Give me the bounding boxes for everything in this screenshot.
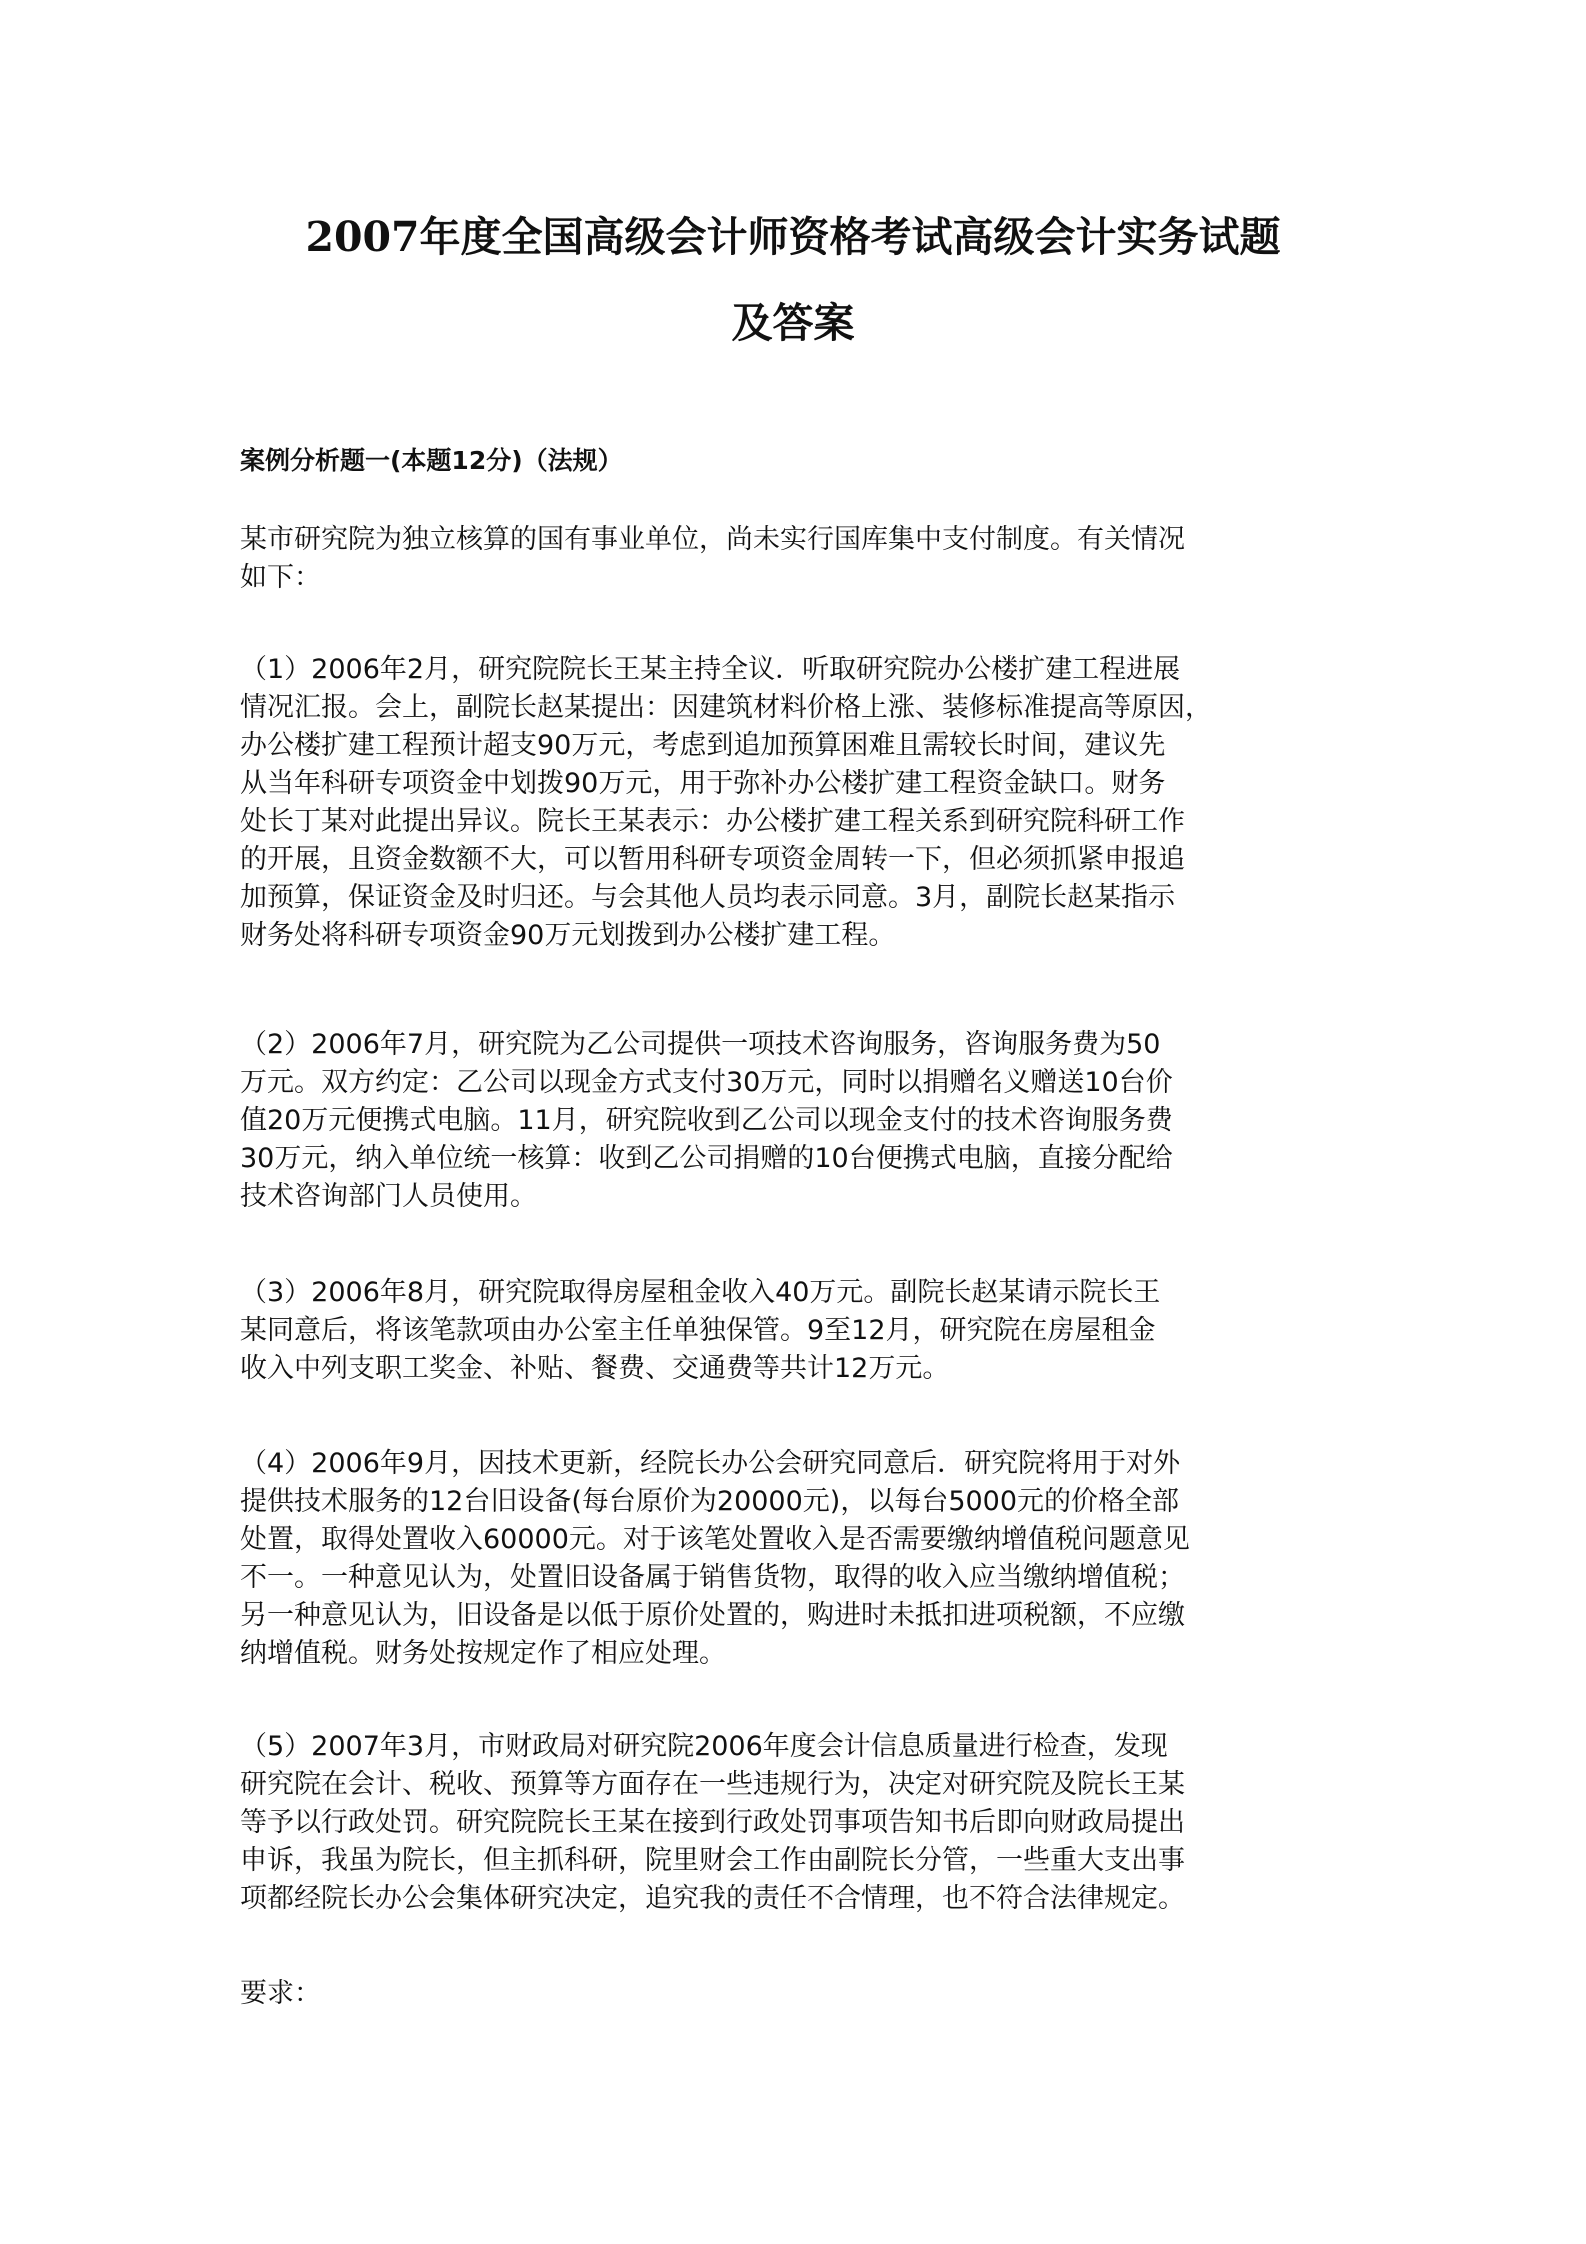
paragraph-line: 情况汇报。会上，副院长赵某提出：因建筑材料价格上涨、装修标准提高等原因， <box>240 692 1212 723</box>
paragraph-line: 技术咨询部门人员使用。 <box>240 1181 537 1212</box>
case-item-5 <box>240 1728 1350 1918</box>
intro-paragraph <box>240 521 1350 597</box>
paragraph-line: 值20万元便携式电脑。11月，研究院收到乙公司以现金支付的技术咨询服务费 <box>240 1105 1173 1136</box>
paragraph-line: 纳增值税。财务处按规定作了相应处理。 <box>240 1638 726 1669</box>
paragraph-line: 申诉，我虽为院长，但主抓科研，院里财会工作由副院长分管，一些重大支出事 <box>240 1845 1185 1876</box>
paragraph-line: 万元。双方约定：乙公司以现金方式支付30万元，同时以捐赠名义赠送10台价 <box>240 1067 1173 1098</box>
document-title-line-2: 及答案 <box>731 299 855 347</box>
paragraph-line: 的开展，且资金数额不大，可以暂用科研专项资金周转一下，但必须抓紧申报追 <box>240 844 1185 875</box>
paragraph-line: 处长丁某对此提出异议。院长王某表示：办公楼扩建工程关系到研究院科研工作 <box>240 806 1185 837</box>
paragraph-line: 项都经院长办公会集体研究决定，追究我的责任不合情理，也不符合法律规定。 <box>240 1883 1185 1914</box>
paragraph-line: 等予以行政处罚。研究院院长王某在接到行政处罚事项告知书后即向财政局提出 <box>240 1807 1185 1838</box>
paragraph-line: 收入中列支职工奖金、补贴、餐费、交通费等共计12万元。 <box>240 1353 950 1384</box>
paragraph-line: 某同意后，将该笔款项由办公室主任单独保管。9至12月，研究院在房屋租金 <box>240 1315 1156 1346</box>
case-item-3 <box>240 1274 1350 1388</box>
paragraph-line: 财务处将科研专项资金90万元划拨到办公楼扩建工程。 <box>240 920 896 951</box>
requirements-label: 要求： <box>240 1978 321 2009</box>
case-item-1 <box>240 651 1350 955</box>
paragraph-line: 提供技术服务的12台旧设备(每台原价为20000元)，以每台5000元的价格全部 <box>240 1486 1180 1517</box>
paragraph-line: 加预算，保证资金及时归还。与会其他人员均表示同意。3月，副院长赵某指示 <box>240 882 1176 913</box>
paragraph-line: （1）2006年2月，研究院院长王某主持全议．听取研究院办公楼扩建工程进展 <box>240 654 1181 685</box>
section-heading: 案例分析题一(本题12分)（法规） <box>240 446 623 475</box>
paragraph-line: 如下： <box>240 562 321 593</box>
paragraph-line: 从当年科研专项资金中划拨90万元，用于弥补办公楼扩建工程资金缺口。财务 <box>240 768 1166 799</box>
paragraph-line: （3）2006年8月，研究院取得房屋租金收入40万元。副院长赵某请示院长王 <box>240 1277 1161 1308</box>
paragraph-line: 某市研究院为独立核算的国有事业单位，尚未实行国库集中支付制度。有关情况 <box>240 524 1185 555</box>
paragraph-line: 研究院在会计、税收、预算等方面存在一些违规行为，决定对研究院及院长王某 <box>240 1769 1185 1800</box>
paragraph-line: 不一。一种意见认为，处置旧设备属于销售货物，取得的收入应当缴纳增值税； <box>240 1562 1185 1593</box>
document-title-line-1: 2007年度全国高级会计师资格考试高级会计实务试题 <box>305 213 1281 261</box>
paragraph-line: （2）2006年7月，研究院为乙公司提供一项技术咨询服务，咨询服务费为50 <box>240 1029 1161 1060</box>
case-item-4 <box>240 1445 1350 1673</box>
paragraph-line: 另一种意见认为，旧设备是以低于原价处置的，购进时未抵扣进项税额，不应缴 <box>240 1600 1185 1631</box>
paragraph-line: 办公楼扩建工程预计超支90万元，考虑到追加预算困难且需较长时间，建议先 <box>240 730 1166 761</box>
paragraph-line: （4）2006年9月，因技术更新，经院长办公会研究同意后．研究院将用于对外 <box>240 1448 1181 1479</box>
paragraph-line: 30万元，纳入单位统一核算：收到乙公司捐赠的10台便携式电脑，直接分配给 <box>240 1143 1173 1174</box>
paragraph-line: （5）2007年3月，市财政局对研究院2006年度会计信息质量进行检查，发现 <box>240 1731 1168 1762</box>
case-item-2 <box>240 1026 1350 1216</box>
paragraph-line: 处置，取得处置收入60000元。对于该笔处置收入是否需要缴纳增值税问题意见 <box>240 1524 1190 1555</box>
